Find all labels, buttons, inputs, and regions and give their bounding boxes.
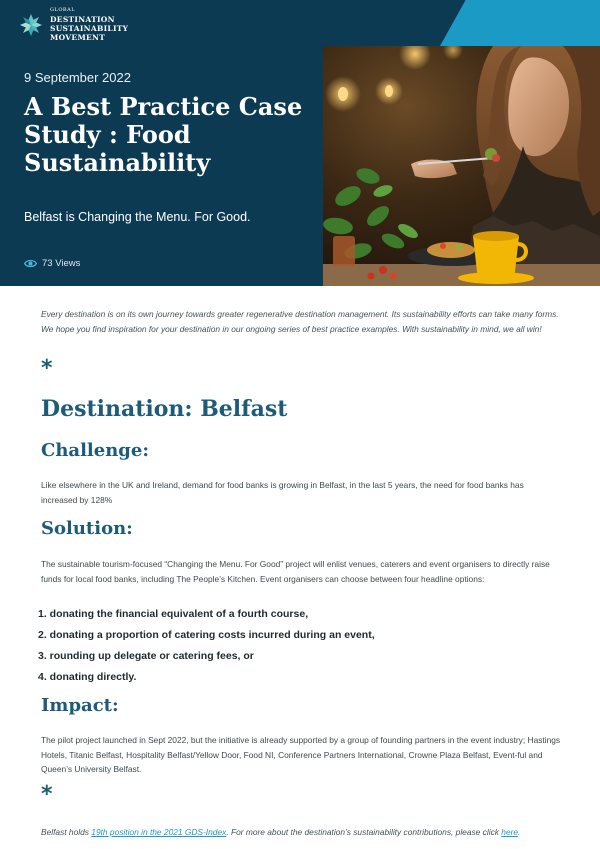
eye-icon [24, 259, 37, 268]
list-item: 4. donating directly. [38, 671, 137, 683]
asterisk-divider-2: * [41, 782, 53, 807]
hero-panel [0, 46, 323, 286]
list-item: 2. donating a proportion of catering costs incurred during an event, [38, 629, 375, 641]
views-counter [24, 258, 80, 269]
page-title: A Best Practice Case Study : Food Sustainability [24, 92, 303, 177]
logo-line-3: MOVEMENT [50, 33, 106, 42]
here-link[interactable]: here [501, 827, 519, 837]
gds-index-link[interactable]: 19th position in the 2021 GDS-Index [91, 827, 227, 837]
publish-date: 9 September 2022 [24, 70, 131, 85]
logo-text [50, 8, 128, 42]
logo-global: GLOBAL [50, 7, 76, 13]
outro-text-3: . [518, 827, 521, 837]
solution-options-list [38, 607, 375, 691]
hero-subtitle: Belfast is Changing the Menu. For Good. [24, 210, 251, 224]
list-item: 1. donating the financial equivalent of a fourth course, [38, 608, 309, 620]
top-bar [0, 0, 600, 46]
site-logo[interactable] [18, 8, 128, 42]
solution-heading: Solution: [41, 518, 133, 539]
logo-line-2: SUSTAINABILITY [50, 24, 129, 33]
asterisk-divider: * [41, 356, 53, 381]
solution-text: The sustainable tourism-focused “Changing the Menu. For Good” project will enlist venues, caterers and event organisers to directly raise funds for local food banks, including The People’s Kitchen. Event organisers can choose between four headline options: [41, 559, 550, 584]
hero [0, 46, 600, 286]
list-item: 3. rounding up delegate or catering fees, or [38, 650, 254, 662]
logo-line-1: DESTINATION [50, 15, 115, 24]
hero-photo [323, 46, 600, 286]
intro-paragraph: Every destination is on its own journey towards greater regenerative destination management. Its sustainability efforts can take many forms. We hope you find inspiration for your destination in our ongoing series of best practice examples. With sustainability in mind, we all win! [41, 309, 559, 334]
impact-text: The pilot project launched in Sept 2022, but the initiative is already supported by a group of founding partners in the event industry; Hastings Hotels, Titanic Belfast, Hospitality Belfast/Yellow Door, Food NI, Conference Partners International, Crowne Plaza Belfast, Event-ful and Queen’s University Belfast. [41, 735, 561, 774]
outro-text-2: . For more about the destination’s sustainability contributions, please click [226, 827, 502, 837]
outro-paragraph [41, 827, 571, 837]
challenge-heading: Challenge: [41, 440, 149, 461]
destination-heading: Destination: Belfast [41, 396, 288, 422]
logo-leaf-icon [18, 12, 44, 38]
views-count: 73 Views [42, 258, 81, 269]
top-bar-accent [440, 0, 600, 46]
outro-text-1: Belfast holds [41, 827, 92, 837]
impact-heading: Impact: [41, 695, 119, 716]
photo-woman-eating-icon [323, 46, 600, 286]
challenge-text: Like elsewhere in the UK and Ireland, demand for food banks is growing in Belfast, in the last 5 years, the need for food banks has increased by 128% [41, 480, 524, 505]
